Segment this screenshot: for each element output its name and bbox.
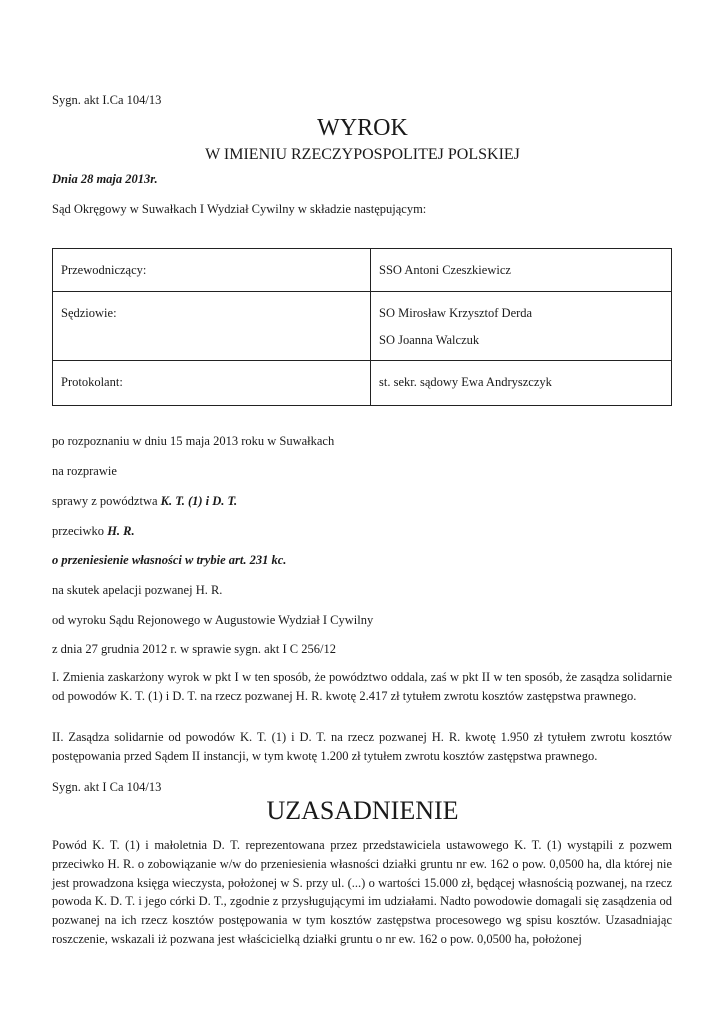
lower-judgment-date: z dnia 27 grudnia 2012 r. w sprawie sygn. akt I C 256/12 [52, 642, 336, 656]
plaintiff-names: K. T. (1) i D. T. [160, 494, 238, 508]
case-signature: Sygn. akt I.Ca 104/13 [52, 93, 162, 107]
hearing-line: po rozpoznaniu w dniu 15 maja 2013 roku w Suwałkach [52, 434, 335, 448]
clerk-value: st. sekr. sądowy Ewa Andryszczyk [379, 375, 552, 389]
table-row [53, 361, 672, 406]
chair-value: SSO Antoni Czeszkiewicz [379, 263, 511, 277]
lower-court-line: od wyroku Sądu Rejonowego w Augustowie Wydział I Cywilny [52, 613, 374, 627]
chair-label: Przewodniczący: [61, 263, 147, 277]
justification-signature: Sygn. akt I Ca 104/13 [52, 780, 162, 794]
judgment-subtitle: W IMIENIU RZECZYPOSPOLITEJ POLSKIEJ [205, 146, 520, 163]
table-row [53, 292, 672, 361]
ruling-1: I. Zmienia zaskarżony wyrok w pkt I w ten sposób, że powództwo oddala, zaś w pkt II w ten sposób, że zasądza solidarnie od powodów K. T. (1) i D. T. na rzecz pozwanej H. R. kwotę 2.417 zł tytułem zwrotu kosztów zastępstwa prawnego. [52, 670, 672, 703]
ruling-2: II. Zasądza solidarnie od powodów K. T. (1) i D. T. na rzecz pozwanej H. R. kwotę 1.950 zł tytułem zwrotu kosztów postępowania przed Sądem II instancji, w tym kwotę 1.200 zł tytułem zwrotu kosztów zastępstwa prawnego. [52, 730, 672, 763]
defendant-name: H. R. [107, 524, 135, 538]
appeal-line: na skutek apelacji pozwanej H. R. [52, 583, 223, 597]
judgment-title: WYROK [317, 115, 408, 141]
judgment-date: Dnia 28 maja 2013r. [52, 172, 158, 186]
hearing-type: na rozprawie [52, 464, 117, 478]
justification-title: UZASADNIENIE [266, 796, 459, 825]
bench-table [52, 248, 672, 406]
judge-2: SO Joanna Walczuk [379, 332, 480, 347]
judge-1: SO Mirosław Krzysztof Derda [379, 306, 533, 320]
defendant-prefix: przeciwko [52, 524, 108, 538]
judges-label: Sędziowie: [61, 306, 117, 320]
plaintiff-prefix: sprawy z powództwa [52, 494, 161, 508]
case-subject: o przeniesienie własności w trybie art. 231 kc. [52, 553, 287, 567]
justification-text: Powód K. T. (1) i małoletnia D. T. reprezentowana przez przedstawiciela ustawowego K. T. (1) wystąpili z pozwem przeciwko H. R. o zobowiązanie w/w do przeniesienia własności działki gruntu nr ew. 162 o pow. 0,0500 ha, dla której nie jest prowadzona księga wieczysta, położonej w S. przy ul. (...) o wartości 15.000 zł, będącej własnością pozwanej, na rzecz powoda K. D. T. i jego córki D. T., zgodnie z przysługującymi im udziałami. Nadto powodowie domagali się zasądzenia od pozwanej na ich rzecz kosztów postępowania w tym kosztów zastępstwa procesowego wg spisu kosztów. Uzasadniając roszczenie, wskazali iż pozwana jest właścicielką działki gruntu o nr ew. 162 o pow. 0,0500 ha, położonej [52, 838, 672, 946]
plaintiff-line [52, 492, 237, 511]
court-composition: Sąd Okręgowy w Suwałkach I Wydział Cywilny w składzie następującym: [52, 202, 427, 216]
defendant-line [52, 522, 135, 541]
clerk-label: Protokolant: [61, 375, 123, 389]
table-row [53, 249, 672, 292]
